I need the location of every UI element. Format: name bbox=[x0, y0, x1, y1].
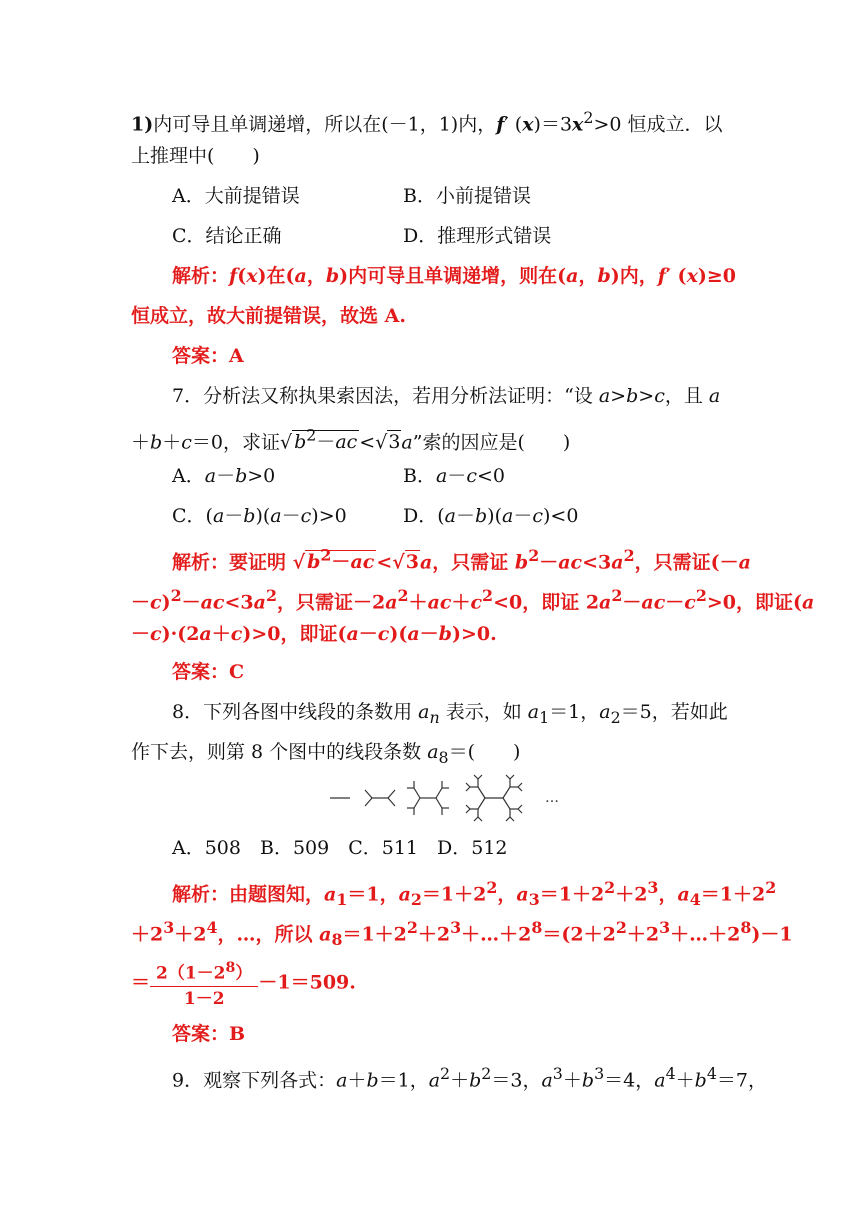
text-segment: 解析：要证明 √ $b^2-ac <√3a$，只需证 $b^2-ac<3a^2$，只需证(－a bbox=[172, 546, 751, 574]
text-line bbox=[0, 216, 860, 256]
text-segment: 答案：C bbox=[172, 661, 245, 683]
text-segment: $+2^3+2^4$，…，所以 $a_8=1+2^2+2^3+\dots+2^8=(2+2^2+2^3+\dots+2^8)-1$ bbox=[131, 918, 793, 950]
text-segment: A．大前提错误 bbox=[172, 185, 300, 207]
text-line bbox=[0, 1014, 860, 1054]
text-segment: B．小前提错误 bbox=[403, 185, 531, 207]
text-line bbox=[0, 828, 860, 868]
text-line bbox=[0, 416, 860, 456]
text-line bbox=[0, 336, 860, 376]
text-segment: 上推理中( ) bbox=[131, 145, 260, 167]
text-segment: B．a－c<0 bbox=[403, 465, 505, 487]
text-segment: 7．分析法又称执果索因法，若用分析法证明：“设 a>b>c，且 a bbox=[172, 385, 721, 407]
segment-figures bbox=[320, 768, 570, 828]
text-line bbox=[0, 732, 860, 772]
text-line bbox=[0, 576, 860, 616]
text-segment: ＝ $\frac{2(1-2^8)}{1-2}$ －1＝509. bbox=[131, 956, 356, 1011]
text-line bbox=[0, 652, 860, 692]
text-segment: A．508 B．509 C．511 D．512 bbox=[172, 837, 508, 859]
text-segment: 解析：f(x)在(a，b)内可导且单调递增，则在(a，b)内，f′ (x)≥0 bbox=[172, 265, 737, 287]
text-line bbox=[0, 496, 860, 536]
text-segment: D．推理形式错误 bbox=[403, 225, 552, 247]
text-segment: 作下去，则第 8 个图中的线段条数 $a_8=$( ) bbox=[131, 741, 521, 767]
text-segment: 答案：A bbox=[172, 345, 244, 367]
text-line bbox=[0, 176, 860, 216]
text-line bbox=[0, 98, 860, 138]
figure-4 bbox=[466, 775, 522, 821]
text-segment: 9．观察下列各式：a＋b＝1，$a^2+b^2=3$，$a^3+b^3=4$，$a^4+b^4=7$， bbox=[172, 1064, 767, 1092]
text-line bbox=[0, 136, 860, 176]
text-segment: $-c)^2-ac<3a^2$，只需证$-2a^2+ac+c^2<0$，即证 $2a^2-ac-c^2>0$，即证(a bbox=[131, 586, 815, 614]
text-segment: 解析：由题图知，$a_1=1$，$a_2=1+2^2$，$a_3=1+2^2+2^3$，$a_4=1+2^2$ bbox=[172, 878, 777, 910]
figure-3 bbox=[407, 781, 449, 815]
text-line bbox=[0, 296, 860, 336]
text-line bbox=[0, 256, 860, 296]
text-line bbox=[0, 956, 860, 1009]
text-segment: 8．下列各图中线段的条数用 $a_n$ 表示，如 $a_1=1$，$a_2=5$，若如此 bbox=[172, 701, 728, 727]
text-segment: 答案：B bbox=[172, 1023, 246, 1045]
text-line bbox=[0, 536, 860, 576]
text-segment: C．(a－b)(a－c)>0 bbox=[172, 505, 347, 527]
text-segment: C．结论正确 bbox=[172, 225, 282, 247]
text-line bbox=[0, 614, 860, 654]
text-line bbox=[0, 692, 860, 732]
text-line bbox=[0, 456, 860, 496]
figure-ellipsis: … bbox=[545, 790, 559, 806]
figure-2 bbox=[365, 790, 395, 806]
text-line bbox=[0, 868, 860, 908]
text-segment: D．(a－b)(a－c)<0 bbox=[403, 505, 579, 527]
text-segment: 1)内可导且单调递增，所以在(－1，1)内，f′ $(x)=3x^2>0$ 恒成立．以 bbox=[131, 108, 723, 136]
text-segment: A．a－b>0 bbox=[172, 465, 276, 487]
text-segment: －c)·(2a＋c)>0，即证(a－c)(a－b)>0. bbox=[131, 623, 497, 645]
text-line bbox=[0, 1054, 860, 1094]
text-line bbox=[0, 376, 860, 416]
text-segment: ＋b＋c＝0，求证√ $b^2-ac <√3a$”索的因应是( ) bbox=[131, 426, 571, 454]
text-line bbox=[0, 908, 860, 948]
text-segment: 恒成立，故大前提错误，故选 A. bbox=[131, 305, 406, 327]
